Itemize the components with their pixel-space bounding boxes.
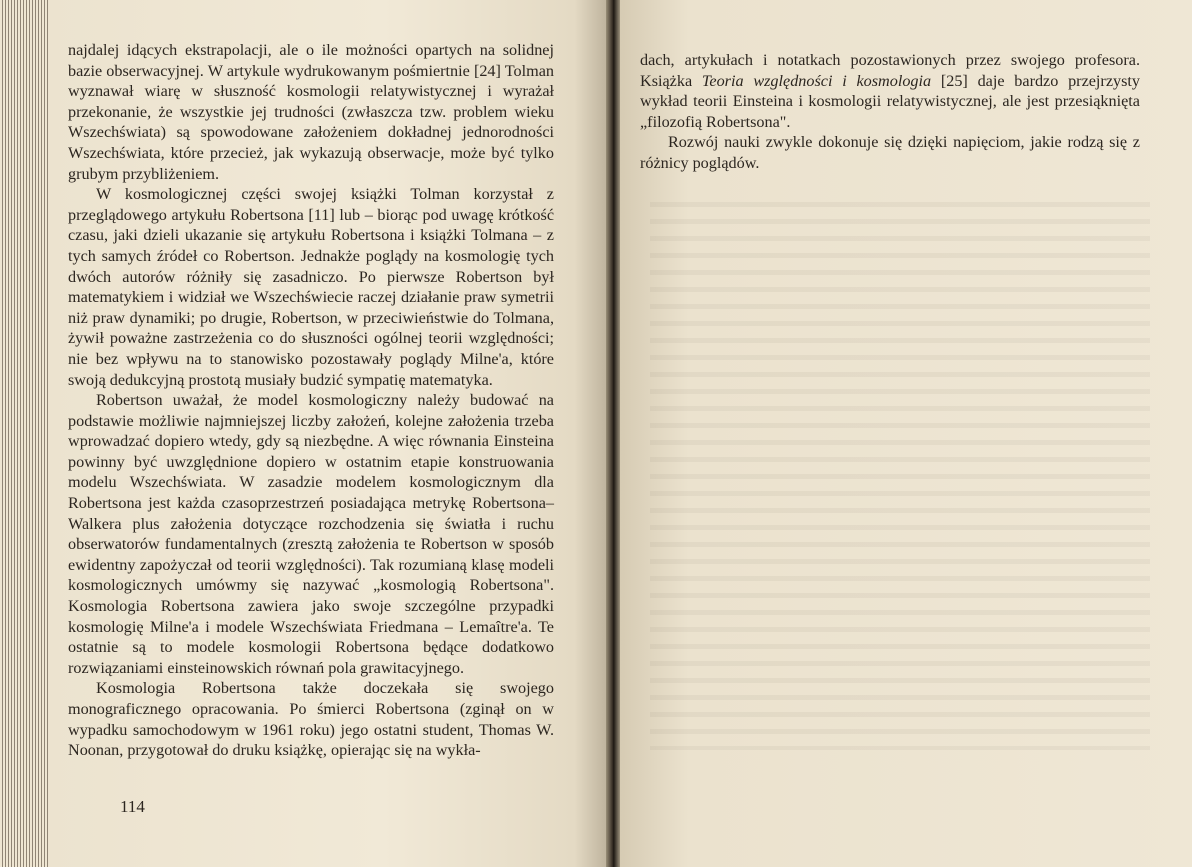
- bleed-through-text: [650, 190, 1150, 750]
- paragraph: Robertson uważał, że model kosmologiczny należy budować na podstawie możliwie najmniejszej liczby założeń, kolejne założenia trzeba wprowadzać dopiero wtedy, gdy są niezbędne. A więc równania Einsteina powinny być uwzględnione dopiero w ostatnim etapie konstruowania modelu Wszechświata. W zasadzie modelem kosmologicznym dla Robertsona jest każda czasoprzestrzeń posiadająca metrykę Robertsona–Walkera plus założenia dotyczące rozchodzenia się światła i ruchu obserwatorów fundamentalnych (zresztą założenia te Robertson w sposób ewidentny zapożyczał od teorii względności). Tak rozumianą klasę modeli kosmologicznych umówmy się nazywać „kosmologią Robertsona". Kosmologia Robertsona zawiera jako swoje szczególne przypadki kosmologię Milne'a i modele Wszechświata Friedmana – Lemaître'a. Te ostatnie są to modele kosmologii Robertsona będące dodatkowo rozwiązaniami einsteinowskich równań pola grawitacyjnego.: [68, 391, 554, 677]
- page-number: 114: [120, 797, 145, 816]
- paragraph: Rozwój nauki zwykle dokonuje się dzięki napięciom, jakie rodzą się z różnicy poglądów.: [640, 133, 1140, 172]
- book-title: Teoria względności i kosmologia: [701, 71, 932, 90]
- left-page-text: [68, 40, 554, 761]
- paragraph: Kosmologia Robertsona także doczekała się swojego monograficznego opracowania. Po śmierci Robertsona (zginął on w wypadku samochodowym w 1961 roku) jego ostatni student, Thomas W. Noonan, przygotował do druku książkę, opierając się na wykła-: [68, 679, 554, 760]
- right-page-text: [640, 50, 1140, 174]
- book-gutter: [606, 0, 620, 867]
- page-edges: [0, 0, 48, 867]
- paragraph: dach, artykułach i notatkach pozostawionych przez swojego profesora. Książka Teoria względności i kosmologia [25] daje bardzo przejrzysty wykład teorii Einsteina i kosmologii relatywistycznej, ale jest przesiąknięta „filozofią Robertsona".: [640, 51, 1140, 131]
- paragraph: W kosmologicznej części swojej książki Tolman korzystał z przeglądowego artykułu Robertsona [11] lub – biorąc pod uwagę krótkość czasu, jaki dzieli ukazanie się artykułu Robertsona i książki Tolmana – z tych samych źródeł co Robertson. Jednakże poglądy na kosmologię tych dwóch autorów różniły się zasadniczo. Po pierwsze Robertson był matematykiem i widział we Wszechświecie raczej działanie praw symetrii niż praw dynamiki; po drugie, Robertson, w przeciwieństwie do Tolmana, żywił poważne zastrzeżenia co do słuszności ogólnej teorii względności; nie bez wpływu na to stanowisko pozostawały poglądy Milne'a, które swoją dedukcyjną prostotą musiały budzić sympatię matematyka.: [68, 185, 554, 389]
- paragraph: najdalej idących ekstrapolacji, ale o ile możności opartych na solidnej bazie obserwacyjnej. W artykule wydrukowanym pośmiertnie [24] Tolman wyznawał wiarę w słuszność kosmologii relatywistycznej i wyrażał przekonanie, że wszystkie jej trudności (zwłaszcza tzw. problem wieku Wszechświata) są spowodowane założeniem dokładnej jednorodności Wszechświata, które przecież, jak wykazują obserwacje, może być tylko grubym przybliżeniem.: [68, 41, 554, 183]
